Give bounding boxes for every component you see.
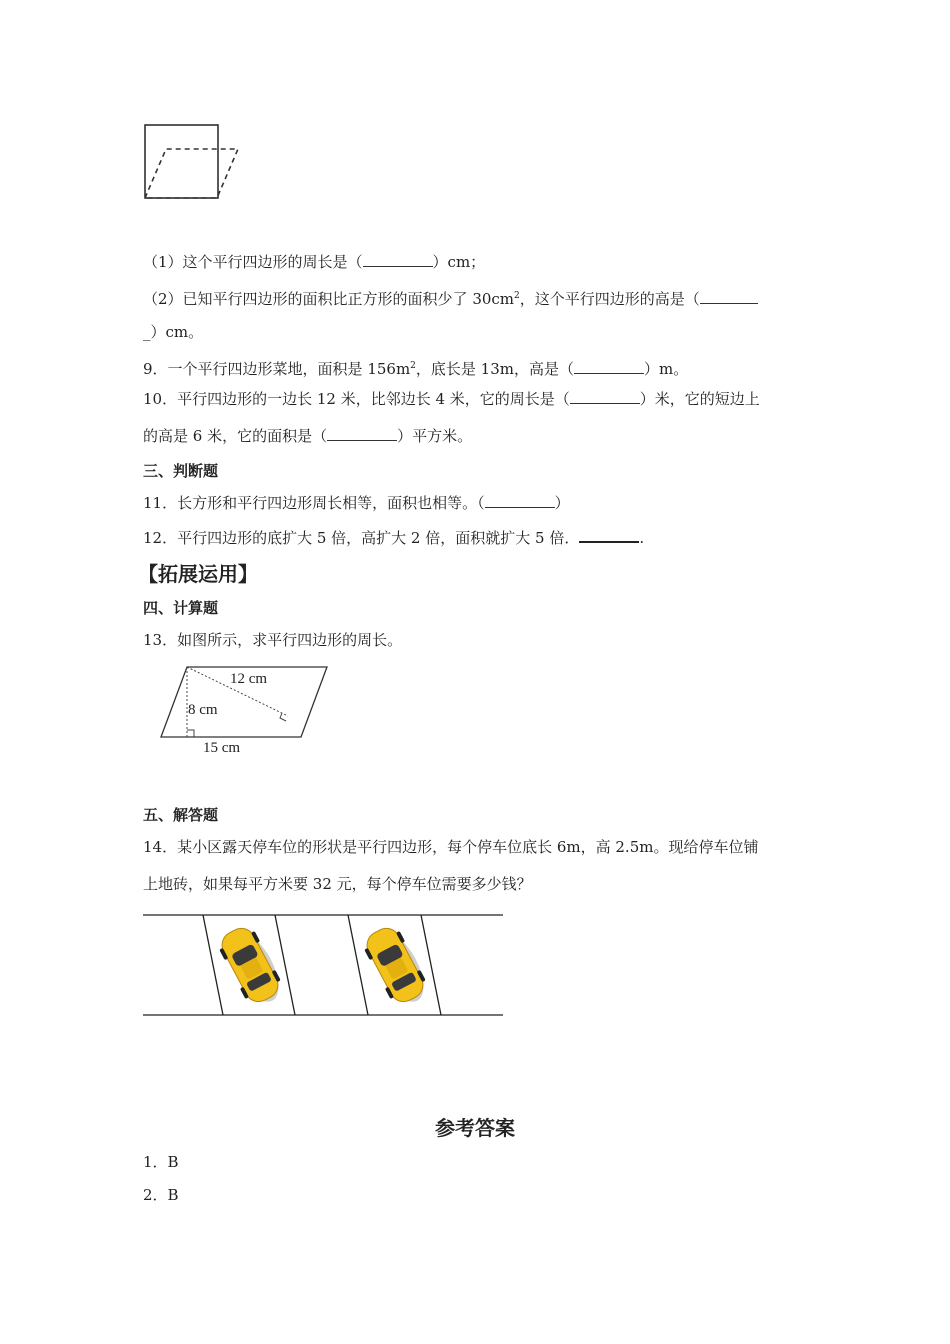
q9-blank[interactable] bbox=[574, 359, 644, 374]
question-11: 11．长方形和平行四边形周长相等，面积也相等。（ ） bbox=[143, 494, 570, 512]
square-parallelogram-figure bbox=[140, 120, 250, 205]
answer-key-title: 参考答案 bbox=[435, 1116, 515, 1140]
question-14-line1: 14．某小区露天停车位的形状是平行四边形，每个停车位底长 6m，高 2.5m。现给停车位铺 bbox=[143, 838, 759, 856]
question-14-line2: 上地砖，如果每平方米要 32 元，每个停车位需要多少钱？ bbox=[143, 875, 532, 893]
parking-divider-2 bbox=[275, 915, 295, 1015]
square-shape bbox=[145, 125, 218, 198]
answer-item: 2．B bbox=[143, 1186, 179, 1204]
parking-divider-3 bbox=[348, 915, 368, 1015]
parking-divider-4 bbox=[421, 915, 441, 1015]
q8-part1: （1）这个平行四边形的周长是（ ）cm； bbox=[143, 253, 486, 271]
car-icon bbox=[360, 922, 434, 1012]
dashed-parallelogram-shape bbox=[145, 149, 238, 198]
question-10-line2: 的高是 6 米，它的面积是（ ）平方米。 bbox=[143, 427, 473, 445]
question-13: 13．如图所示，求平行四边形的周长。 bbox=[143, 631, 403, 649]
section-heading-calculation: 四、计算题 bbox=[143, 599, 219, 617]
q10-perimeter-blank[interactable] bbox=[570, 389, 640, 404]
section-heading-answer-questions: 五、解答题 bbox=[143, 806, 219, 824]
question-10-line1: 10．平行四边形的一边长 12 米，比邻边长 4 米，它的周长是（ ）米，它的短边上 bbox=[143, 390, 760, 408]
q8-part2-continued: _）cm。 bbox=[143, 323, 204, 341]
label-15cm: 15 cm bbox=[203, 740, 241, 756]
section-heading-judgement: 三、判断题 bbox=[143, 462, 219, 480]
height-right-angle-mark bbox=[187, 730, 194, 737]
parking-divider-1 bbox=[203, 915, 223, 1015]
extension-heading: 【拓展运用】 bbox=[138, 562, 258, 586]
label-8cm: 8 cm bbox=[188, 702, 218, 718]
q10-area-blank[interactable] bbox=[327, 426, 397, 441]
q8-part2: （2）已知平行四边形的面积比正方形的面积少了 $30cm^2$，这个平行四边形的高是（ bbox=[143, 286, 758, 309]
q8-part1-blank[interactable] bbox=[363, 252, 433, 267]
question-12: 12．平行四边形的底扩大 5 倍，高扩大 2 倍，面积就扩大 5 倍． . bbox=[143, 529, 645, 547]
q8-part2-blank[interactable] bbox=[700, 289, 758, 304]
answer-item: 1．B bbox=[143, 1153, 179, 1171]
q12-blank[interactable] bbox=[579, 527, 639, 543]
question-9: 9．一个平行四边形菜地，面积是 $156m^2$，底长是 13m，高是（ ）m。 bbox=[143, 360, 689, 378]
parking-lot-figure bbox=[143, 910, 505, 1020]
label-12cm: 12 cm bbox=[230, 671, 268, 687]
parallelogram-dimension-figure bbox=[155, 660, 335, 760]
car-icon bbox=[215, 922, 289, 1012]
q11-blank[interactable] bbox=[485, 493, 555, 508]
